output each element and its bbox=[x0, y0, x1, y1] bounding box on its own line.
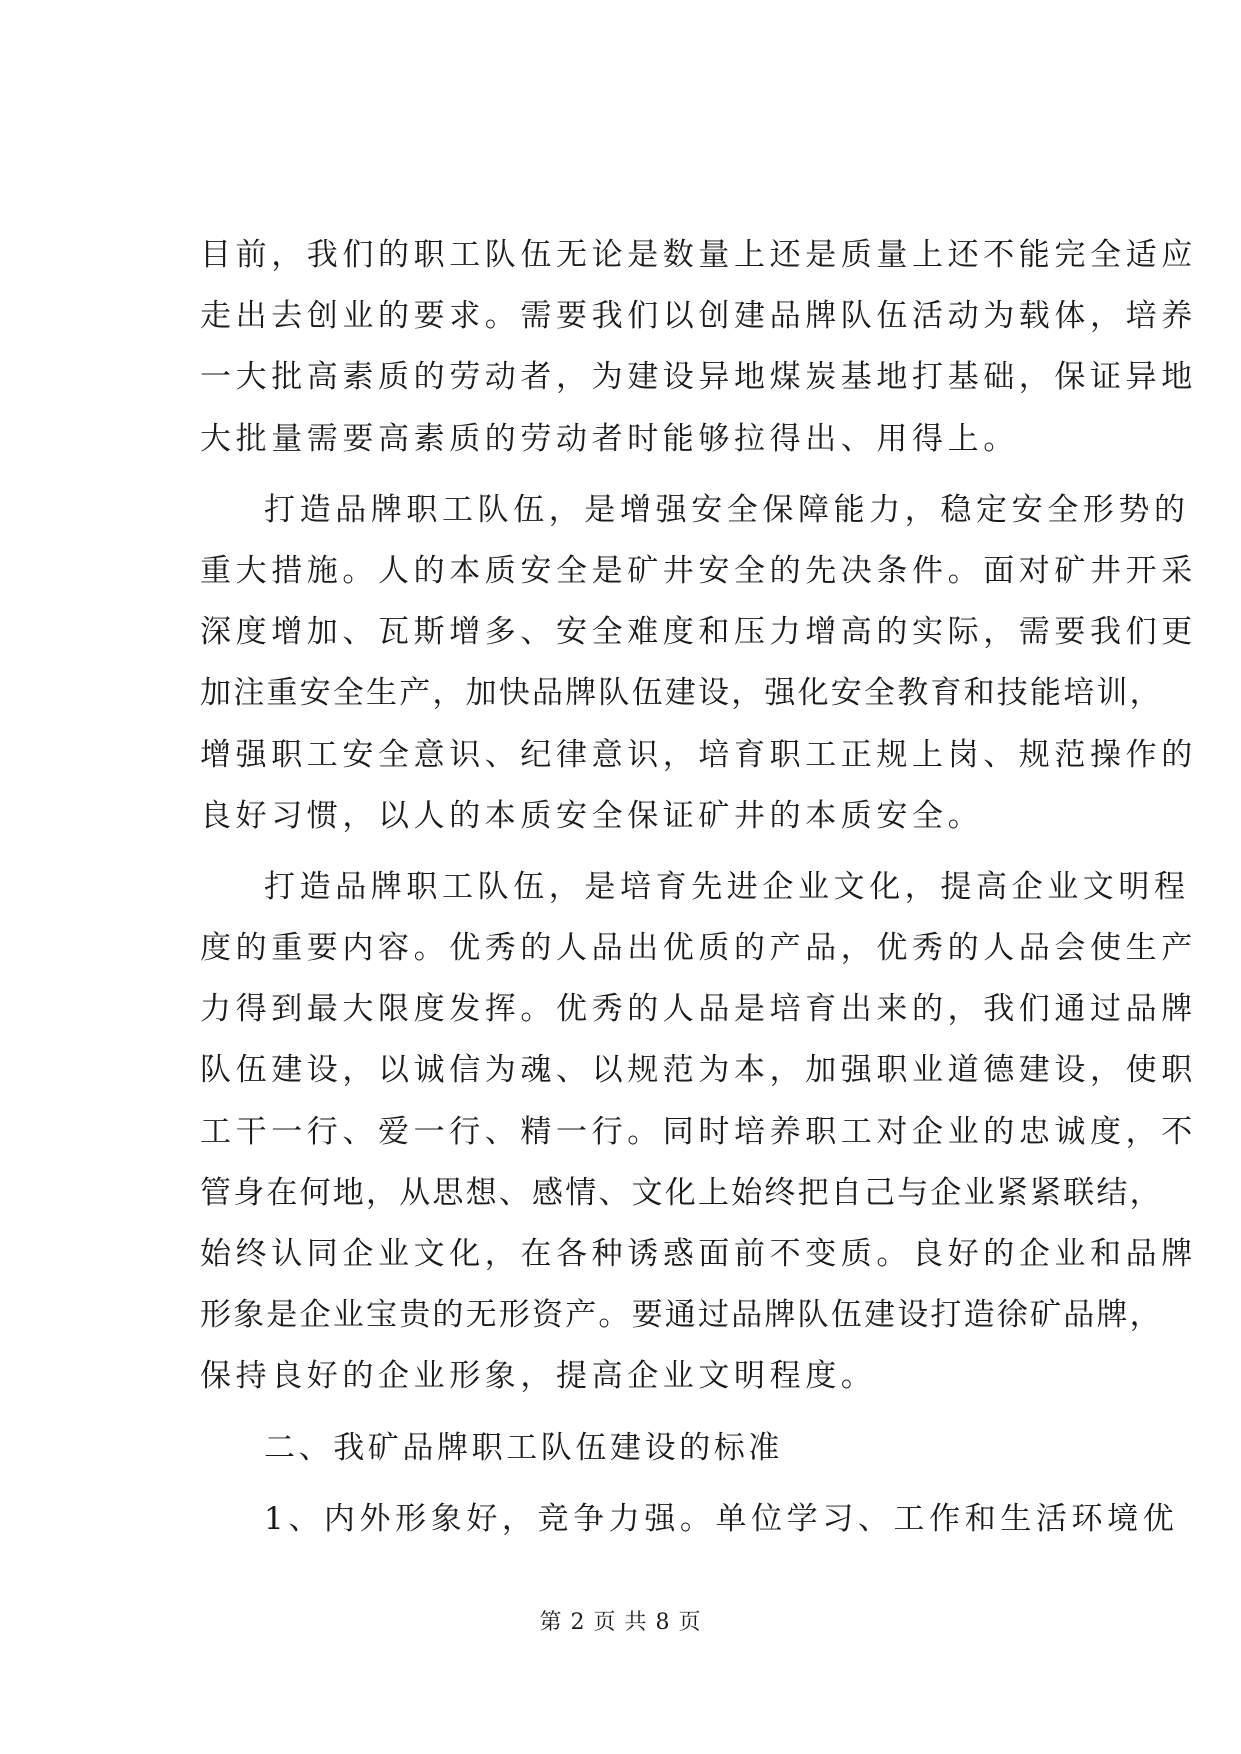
paragraph-first-line: 打造品牌职工队伍，是培育先进企业文化，提高企业文明程 bbox=[264, 868, 1190, 905]
text-line: 度的重要内容。优秀的人品出优质的产品，优秀的人品会使生产 bbox=[200, 930, 1197, 967]
text-line: 大批量需要高素质的劳动者时能够拉得出、用得上。 bbox=[200, 420, 1019, 457]
text-line: 始终认同企业文化，在各种诱惑面前不变质。良好的企业和品牌 bbox=[200, 1236, 1197, 1272]
body-text bbox=[200, 225, 1197, 1550]
text-line: 良好习惯，以人的本质安全保证矿井的本质安全。 bbox=[200, 797, 984, 834]
section-heading: 二、我矿品牌职工队伍建设的标准 bbox=[264, 1429, 783, 1466]
list-item: 1、内外形象好，竞争力强。单位学习、工作和生活环境优 bbox=[264, 1500, 1179, 1537]
text-line: 增强职工安全意识、纪律意识，培育职工正规上岗、规范操作的 bbox=[200, 736, 1197, 773]
text-line: 形象是企业宝贵的无形资产。要通过品牌队伍建设打造徐矿品牌， bbox=[200, 1297, 1163, 1334]
text-line: 一大批高素质的劳动者，为建设异地煤炭基地打基础，保证异地 bbox=[200, 359, 1197, 396]
text-line: 队伍建设，以诚信为魂、以规范为本，加强职业道德建设，使职 bbox=[200, 1052, 1197, 1089]
text-line: 走出去创业的要求。需要我们以创建品牌队伍活动为载体，培养 bbox=[200, 298, 1197, 335]
text-line: 加注重安全生产，加快品牌队伍建设，强化安全教育和技能培训， bbox=[200, 675, 1163, 712]
text-line: 保持良好的企业形象，提高企业文明程度。 bbox=[200, 1358, 877, 1395]
paragraph-first-line: 打造品牌职工队伍，是增强安全保障能力，稳定安全形势的 bbox=[264, 491, 1190, 528]
text-line: 深度增加、瓦斯增多、安全难度和压力增高的实际，需要我们更 bbox=[200, 614, 1197, 651]
text-line: 力得到最大限度发挥。优秀的人品是培育出来的，我们通过品牌 bbox=[200, 991, 1197, 1028]
text-line: 重大措施。人的本质安全是矿井安全的先决条件。面对矿井开采 bbox=[200, 552, 1197, 589]
text-line: 管身在何地，从思想、感情、文化上始终把自己与企业紧紧联结， bbox=[200, 1174, 1163, 1211]
text-line: 工干一行、爱一行、精一行。同时培养职工对企业的忠诚度，不 bbox=[200, 1113, 1197, 1150]
page-number-footer: 第 2 页 共 8 页 bbox=[539, 1610, 702, 1635]
text-line: 目前，我们的职工队伍无论是数量上还是质量上还不能完全适应 bbox=[200, 237, 1197, 273]
